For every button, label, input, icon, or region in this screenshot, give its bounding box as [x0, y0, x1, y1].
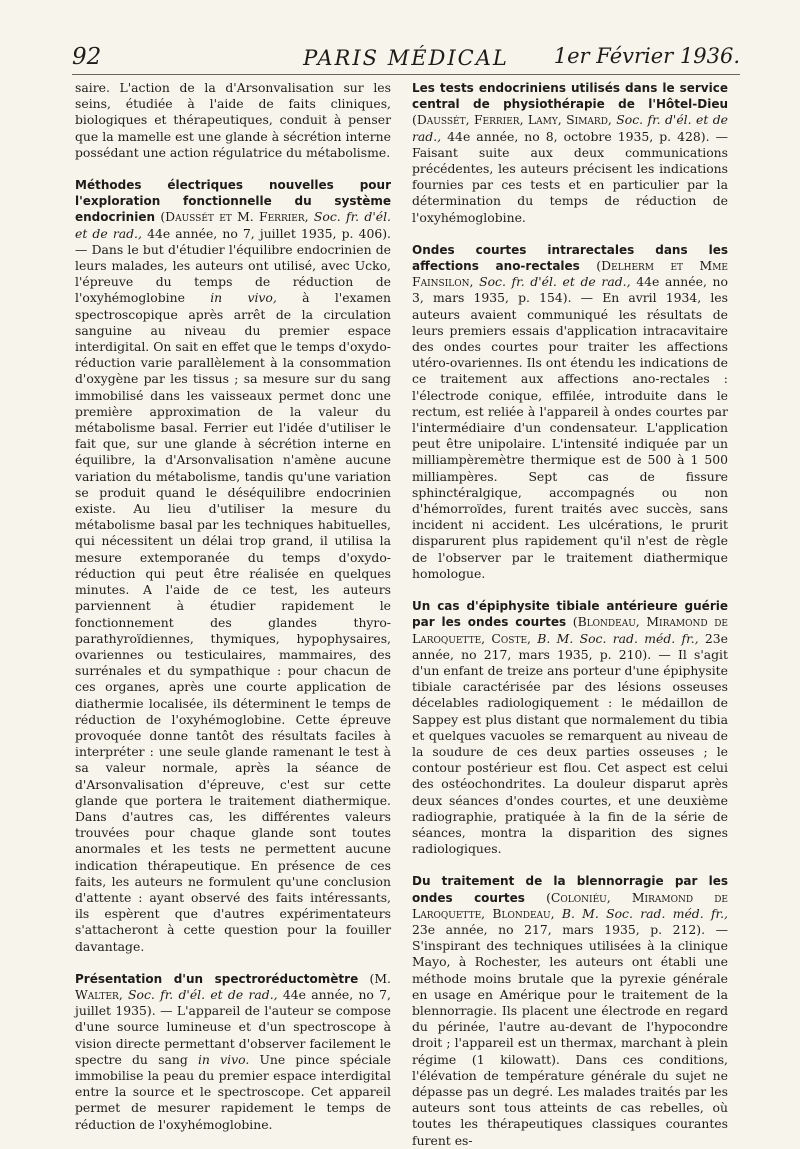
article-title: Ondes courtes intrarectales dans les affections ano-rectales	[412, 242, 728, 274]
article-body: Il s'agit d'un enfant de treize ans porteur d'une épiphysite tibiale caractérisée par des lésions osseuses décelables radiologiquement : le médaillon de Sappey est plus distant que normalement du tibia et quelques vacuoles se remarquent au niveau de la soudure de ces deux parties osseuses ; le contour postérieur est flou. Cet aspect est celui des ostéochondrites. La douleur disparut après deux séances d'ondes courtes, et une deuxième radiographie, pratiquée à la fin de la série de séances, montra la disparition des signes radiologiques.	[412, 646, 728, 857]
article	[412, 598, 728, 857]
article-title: Méthodes électriques nouvelles pour l'exploration fonctionnelle du système endocrinien	[75, 178, 391, 225]
article-citation: 23e année, no 217, mars 1935, p. 212). —	[412, 921, 728, 937]
article-authors: (M. Walter,	[75, 970, 391, 1002]
journal-title: PARIS MÉDICAL	[303, 46, 509, 70]
article-journal: B. M. Soc. rad. méd. fr.,	[561, 905, 728, 921]
article-authors: (Daussét et M. Ferrier,	[160, 209, 309, 225]
intro-paragraph	[75, 80, 391, 161]
page-header	[72, 44, 740, 76]
article-body: Dans le but d'étudier l'équilibre endocrinien de leurs malades, les auteurs ont utilisé, avec Ucko, l'épreuve du temps de réduction de l'oxyhémoglobine	[75, 241, 391, 306]
article-authors: (Delherm et Mme Fainsilon,	[412, 258, 728, 290]
article-citation: 44e année, no 8, octobre 1935, p. 428). —	[447, 128, 728, 144]
page-number: 92	[72, 44, 102, 70]
article	[412, 242, 728, 582]
article	[412, 873, 728, 1148]
article-title: Un cas d'épiphysite tibiale antérieure guérie par les ondes courtes	[412, 599, 728, 630]
article-body-italic: in vivo,	[210, 290, 277, 306]
article-citation: 23e année, no 217, mars 1935, p. 210). —	[412, 630, 728, 662]
article-body: S'inspirant des techniques utilisées à la clinique Mayo, à Rochester, les auteurs ont établi une méthode moins brutale que la pyrexie générale en usage en Amérique pour le traitement de la blennorragie. Ils placent une électrode en regard du périnée, l'autre au-devant de l'hypocondre droit ; l'appareil est un thermax, marchant à plein régime (1 kilowatt). Dans ces conditions, l'élévation de température générale du sujet ne dépasse pas un degré. Les malades traités par les auteurs sont tous atteints de cas rebelles, où toutes les thérapeutiques classiques courantes furent es-	[412, 938, 728, 1148]
article-journal: Soc. fr. d'él. et de rad.,	[412, 112, 728, 144]
article-body: Faisant suite aux deux communications précédentes, les auteurs précisent les indications fournies par ces tests et en particulier par la détermination du temps de réduction de l'oxyhémoglobine.	[412, 144, 728, 225]
right-column	[412, 80, 728, 1149]
article-title: Les tests endocriniens utilisés dans le service central de physiothérapie de l'Hôtel-Dieu	[412, 81, 728, 112]
article-body: L'appareil de l'auteur se compose d'une source lumineuse et d'un spectroscope à vision directe permettant d'observer facilement le spectre du sang	[75, 1003, 391, 1067]
article-citation: 44e année, no 7, juillet 1935). —	[75, 986, 391, 1019]
article-journal: Soc. fr. d'él. et de rad.,	[75, 209, 391, 241]
article-authors: (Coloniéu, Miramond de Laroquette, Blondeau,	[412, 889, 728, 921]
article-citation: 44e année, no 3, mars 1935, p. 154). —	[412, 274, 728, 306]
article-body: En avril 1934, les auteurs avaient communiqué les résultats de leurs premiers essais d'application intracavitaire des ondes courtes pour traiter les affections utéro-ovariennes. Ils ont étendu les indications de ce traitement aux affections ano-rectales : l'électrode conique, effilée, introduite dans le rectum, est reliée à l'appareil à ondes courtes par l'intermédiaire d'un condensateur. L'application peut être unipolaire. L'intensité indiquée par un milliampèremètre thermique est de 500 à 1 500 milliampères. Sept cas de fissure sphinctéralgique, accompagnés ou non d'hémorroïdes, furent traités avec succès, sans incident ni accident. Les ulcérations, le prurit disparurent plus rapidement qu'il n'est de règle de l'observer par le traitement diathermique homologue.	[412, 290, 728, 581]
article-title: Présentation d'un spectroréductomètre	[75, 971, 359, 986]
article	[75, 971, 391, 1133]
header-rule	[72, 74, 740, 75]
article-journal: Soc. fr. d'él. et de rad.,	[479, 274, 631, 290]
article-citation: 44e année, no 7, juillet 1935, p. 406). —	[75, 225, 391, 257]
article-body: Une pince spéciale immobilise la peau du premier espace interdigital entre la source et le spectroscope. Cet appareil permet de mesurer rapidement le temps de réduction de l'oxyhémoglobine.	[75, 1051, 391, 1132]
intro-text: saire. L'action de la d'Arsonvalisation sur les seins, étudiée à l'aide de faits cliniques, biologiques et thérapeutiques, conduit à penser que la mamelle est une glande à sécrétion interne possédant une action régulatrice du métabolisme.	[75, 80, 391, 160]
article	[75, 177, 391, 955]
article-body-italic: in vivo.	[197, 1051, 250, 1067]
article-authors: (Blondeau, Miramond de Laroquette, Coste,	[412, 614, 728, 646]
article-journal: Soc. fr. d'él. et de rad.,	[128, 986, 278, 1002]
article-journal: B. M. Soc. rad. méd. fr.,	[537, 630, 699, 646]
article-body: à l'examen spectroscopique après arrêt de la circulation sanguine au niveau du premier espace interdigital. On sait en effet que le temps d'oxydo-réduction varie parallèlement à la consommation d'oxygène par les tissus ; sa mesure sur du sang immobilisé dans les vaisseaux permet donc une première approximation de la valeur du métabolisme basal. Ferrier eut l'idée d'utiliser le fait que, sur une glande à sécrétion interne en équilibre, la d'Arsonvalisation n'amène aucune variation du métabolisme, tandis qu'une variation se produit quand le déséquilibre endocrinien existe. Au lieu d'utiliser la mesure du métabolisme basal par les techniques habituelles, qui nécessitent un délai trop grand, il utilisa la mesure extemporanée du temps d'oxydo-réduction qui peut être réalisée en quelques minutes. A l'aide de ce test, les auteurs parviennent à étudier rapidement le fonctionnement des glandes thyro-parathyroïdiennes, thymiques, hypophysaires, ovariennes ou testiculaires, mammaires, des surrénales et du sympathique : pour chacun de ces organes, après une courte application de diathermie localisée, ils déterminent le temps de réduction de l'oxyhémoglobine. Cette épreuve provoquée donne tantôt des résultats faciles à interpréter : une seule glande ramenant le test à sa valeur normale, après la séance de d'Arsonvalisation d'épreuve, c'est sur cette glande que portera le traitement diathermique. Dans d'autres cas, les différentes valeurs trouvées pour chaque glande sont toutes anormales et les tests ne permettent aucune indication thérapeutique. En présence de ces faits, les auteurs ne formulent qu'une conclusion d'attente : ayant observé des faits intéressants, ils espèrent que d'autres expérimentateurs s'attacheront à cette question pour la fouiller davantage.	[75, 290, 391, 954]
left-column	[75, 80, 391, 1133]
article	[412, 80, 728, 226]
article-authors: (Daussét, Ferrier, Lamy, Simard,	[412, 112, 612, 128]
article-title: Du traitement de la blennorragie par les ondes courtes	[412, 874, 728, 905]
issue-date: 1er Février 1936.	[553, 44, 740, 68]
